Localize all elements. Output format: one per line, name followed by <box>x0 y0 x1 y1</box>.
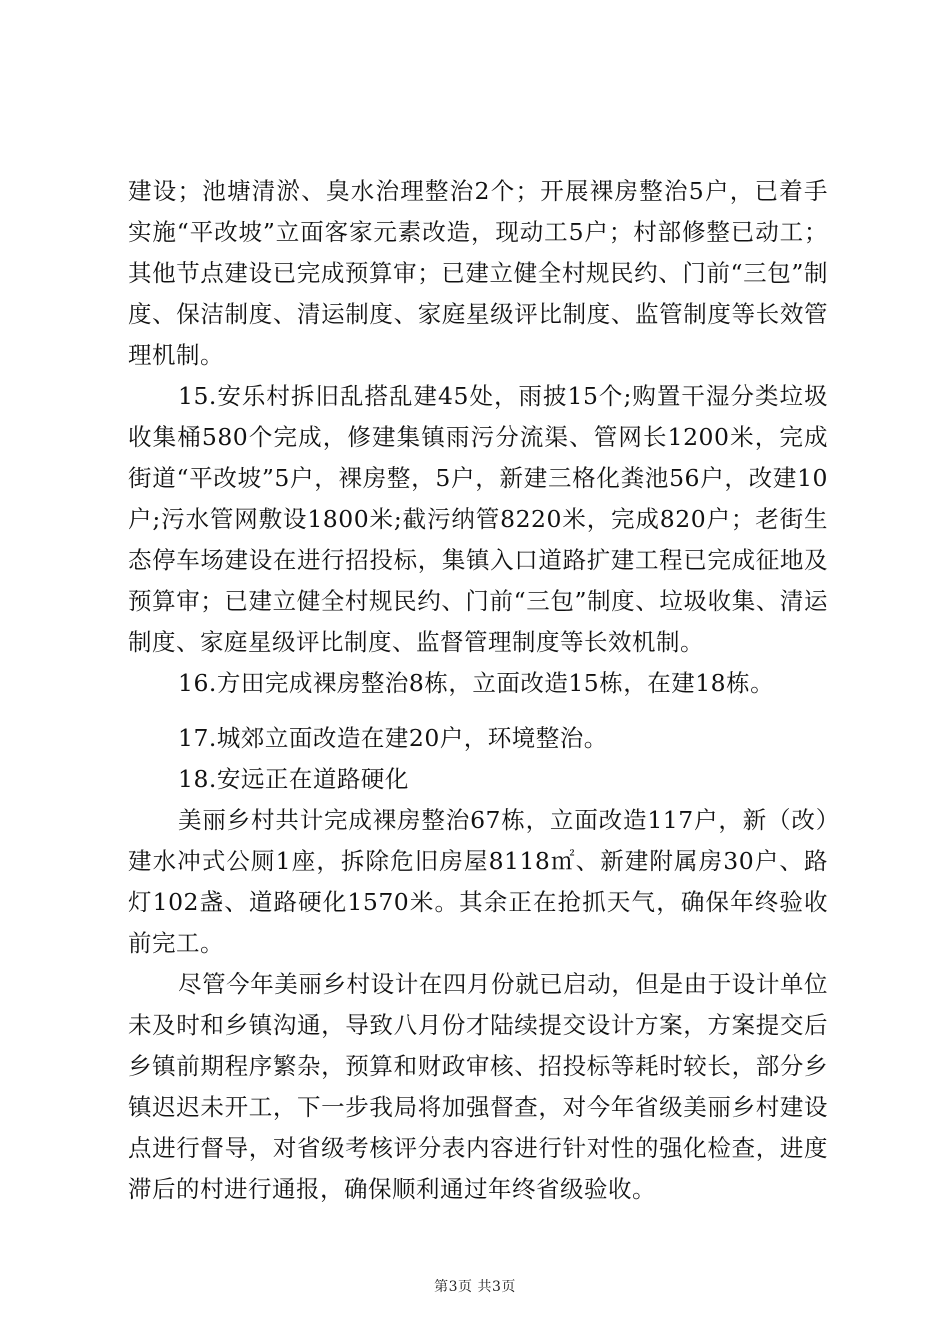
paragraph-item-18: 18.安远正在道路硬化 <box>178 765 409 793</box>
document-body <box>128 171 828 1210</box>
paragraph-next-steps: 尽管今年美丽乡村设计在四月份就已启动，但是由于设计单位未及时和乡镇沟通，导致八月份才陆续提交设计方案，方案提交后乡镇前期程序繁杂，预算和财政审核、招投标等耗时较长，部分乡镇迟迟未开工，下一步我局将加强督查，对今年省级美丽乡村建设点进行督导，对省级考核评分表内容进行针对性的强化检查，进度滞后的村进行通报，确保顺利通过年终省级验收。 <box>128 970 828 1203</box>
paragraph-item-16: 16.方田完成裸房整治8栋，立面改造15栋，在建18栋。 <box>178 669 775 697</box>
page-footer: 第3页 共3页 <box>434 1279 516 1295</box>
paragraph-summary: 美丽乡村共计完成裸房整治67栋，立面改造117户，新（改）建水冲式公厕1座，拆除危旧房屋8118㎡、新建附属房30户、路灯102盏、道路硬化1570米。其余正在抢抓天气，确保年终验收前完工。 <box>128 806 828 957</box>
paragraph-item-17: 17.城郊立面改造在建20户，环境整治。 <box>178 724 608 752</box>
paragraph-continuation: 建设；池塘清淤、臭水治理整治2个；开展裸房整治5户，已着手实施“平改坡”立面客家元素改造，现动工5户；村部修整已动工；其他节点建设已完成预算审；已建立健全村规民约、门前“三包”制度、保洁制度、清运制度、家庭星级评比制度、监管制度等长效管理机制。 <box>128 177 828 369</box>
paragraph-item-15: 15.安乐村拆旧乱搭乱建45处，雨披15个;购置干湿分类垃圾收集桶580个完成，修建集镇雨污分流渠、管网长1200米，完成街道“平改坡”5户，裸房整，5户，新建三格化粪池56户，改建10户;污水管网敷设1800米;截污纳管8220米，完成820户；老街生态停车场建设在进行招投标，集镇入口道路扩建工程已完成征地及预算审；已建立健全村规民约、门前“三包”制度、垃圾收集、清运制度、家庭星级评比制度、监督管理制度等长效机制。 <box>128 382 828 656</box>
